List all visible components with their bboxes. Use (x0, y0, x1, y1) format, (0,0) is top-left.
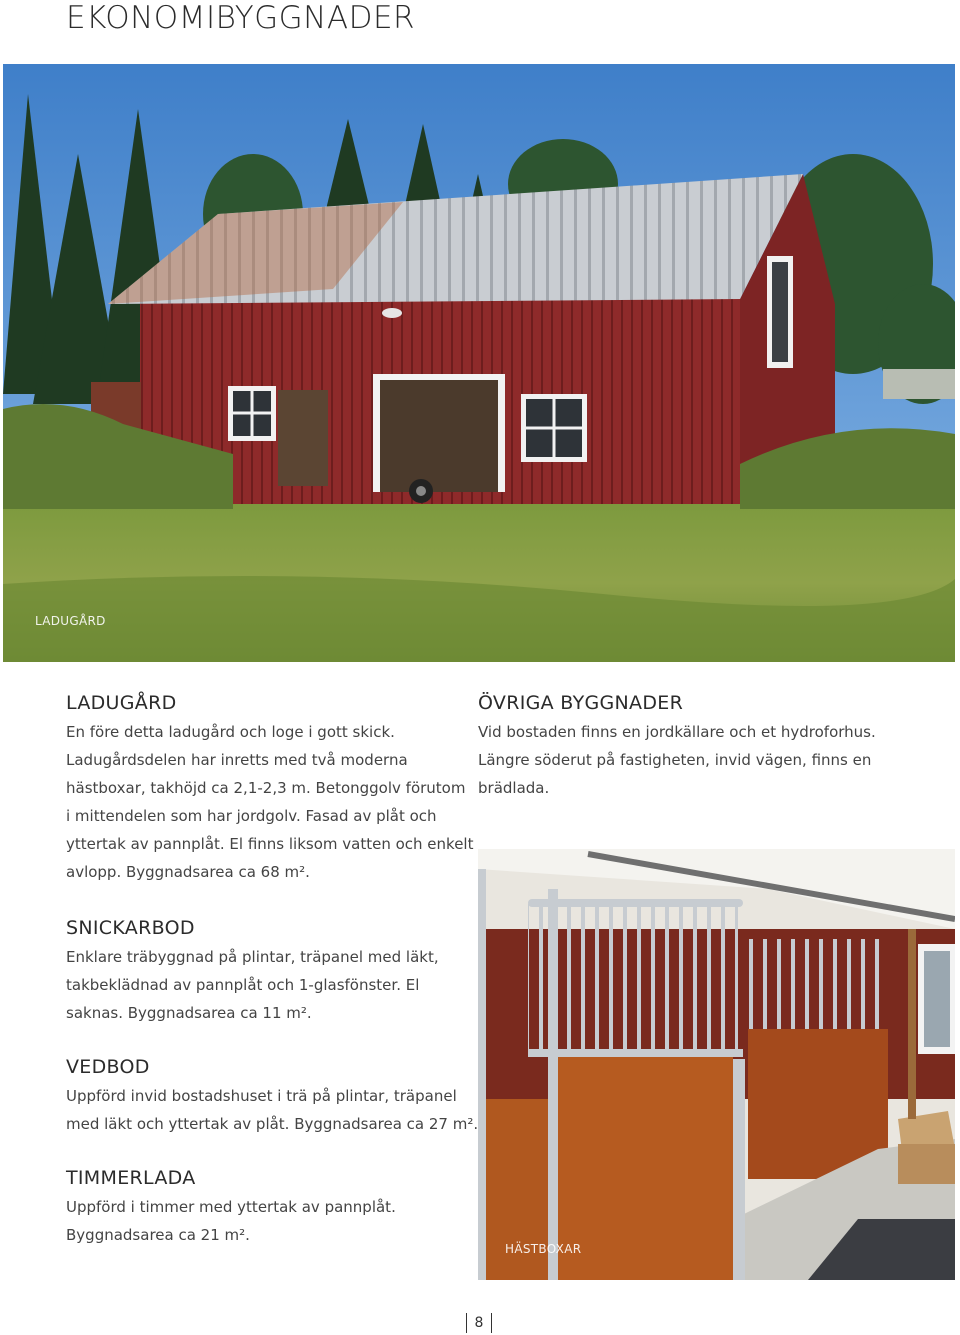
section-ladugard (66, 692, 473, 886)
section-text: En före detta ladugård och loge i gott skick. Ladugårdsdelen har inretts med två moderna hästboxar, takhöjd ca 2,1-2,3 m. Betonggolv förutom i mittendelen som har jordgolv. Fasad av plåt och yttertak av pannplåt. El finns liksom vatten och enkelt avlopp. Byggnadsarea ca 68 m². (66, 723, 474, 881)
section-snickarbod (66, 917, 439, 1027)
section-text: Uppförd i timmer med yttertak av pannplåt. Byggnadsarea ca 21 m². (66, 1198, 396, 1244)
section-vedbod (66, 1056, 478, 1138)
stable-photo (478, 849, 955, 1280)
section-ovriga-byggnader (478, 692, 876, 802)
page-title: EKONOMIBYGGNADER (66, 0, 416, 36)
stable-photo-caption: HÄSTBOXAR (505, 1242, 582, 1256)
section-text: Vid bostaden finns en jordkällare och et hydroforhus. Längre söderut på fastigheten, invid vägen, finns en brädlada. (478, 723, 876, 797)
barn-photo-caption: LADUGÅRD (35, 614, 106, 628)
section-heading: LADUGÅRD (66, 692, 177, 714)
section-heading: VEDBOD (66, 1056, 150, 1078)
page-number: 8 (466, 1313, 492, 1333)
section-heading: ÖVRIGA BYGGNADER (478, 692, 684, 714)
section-heading: SNICKARBOD (66, 917, 195, 939)
section-heading: TIMMERLADA (66, 1167, 196, 1189)
section-text: Uppförd invid bostadshuset i trä på plintar, träpanel med läkt och yttertak av plåt. Byggnadsarea ca 27 m². (66, 1087, 479, 1133)
section-text: Enklare träbyggnad på plintar, träpanel med läkt, takbeklädnad av pannplåt och 1-glasfönster. El saknas. Byggnadsarea ca 11 m². (66, 948, 439, 1022)
barn-photo (3, 64, 955, 662)
section-timmerlada (66, 1167, 396, 1249)
